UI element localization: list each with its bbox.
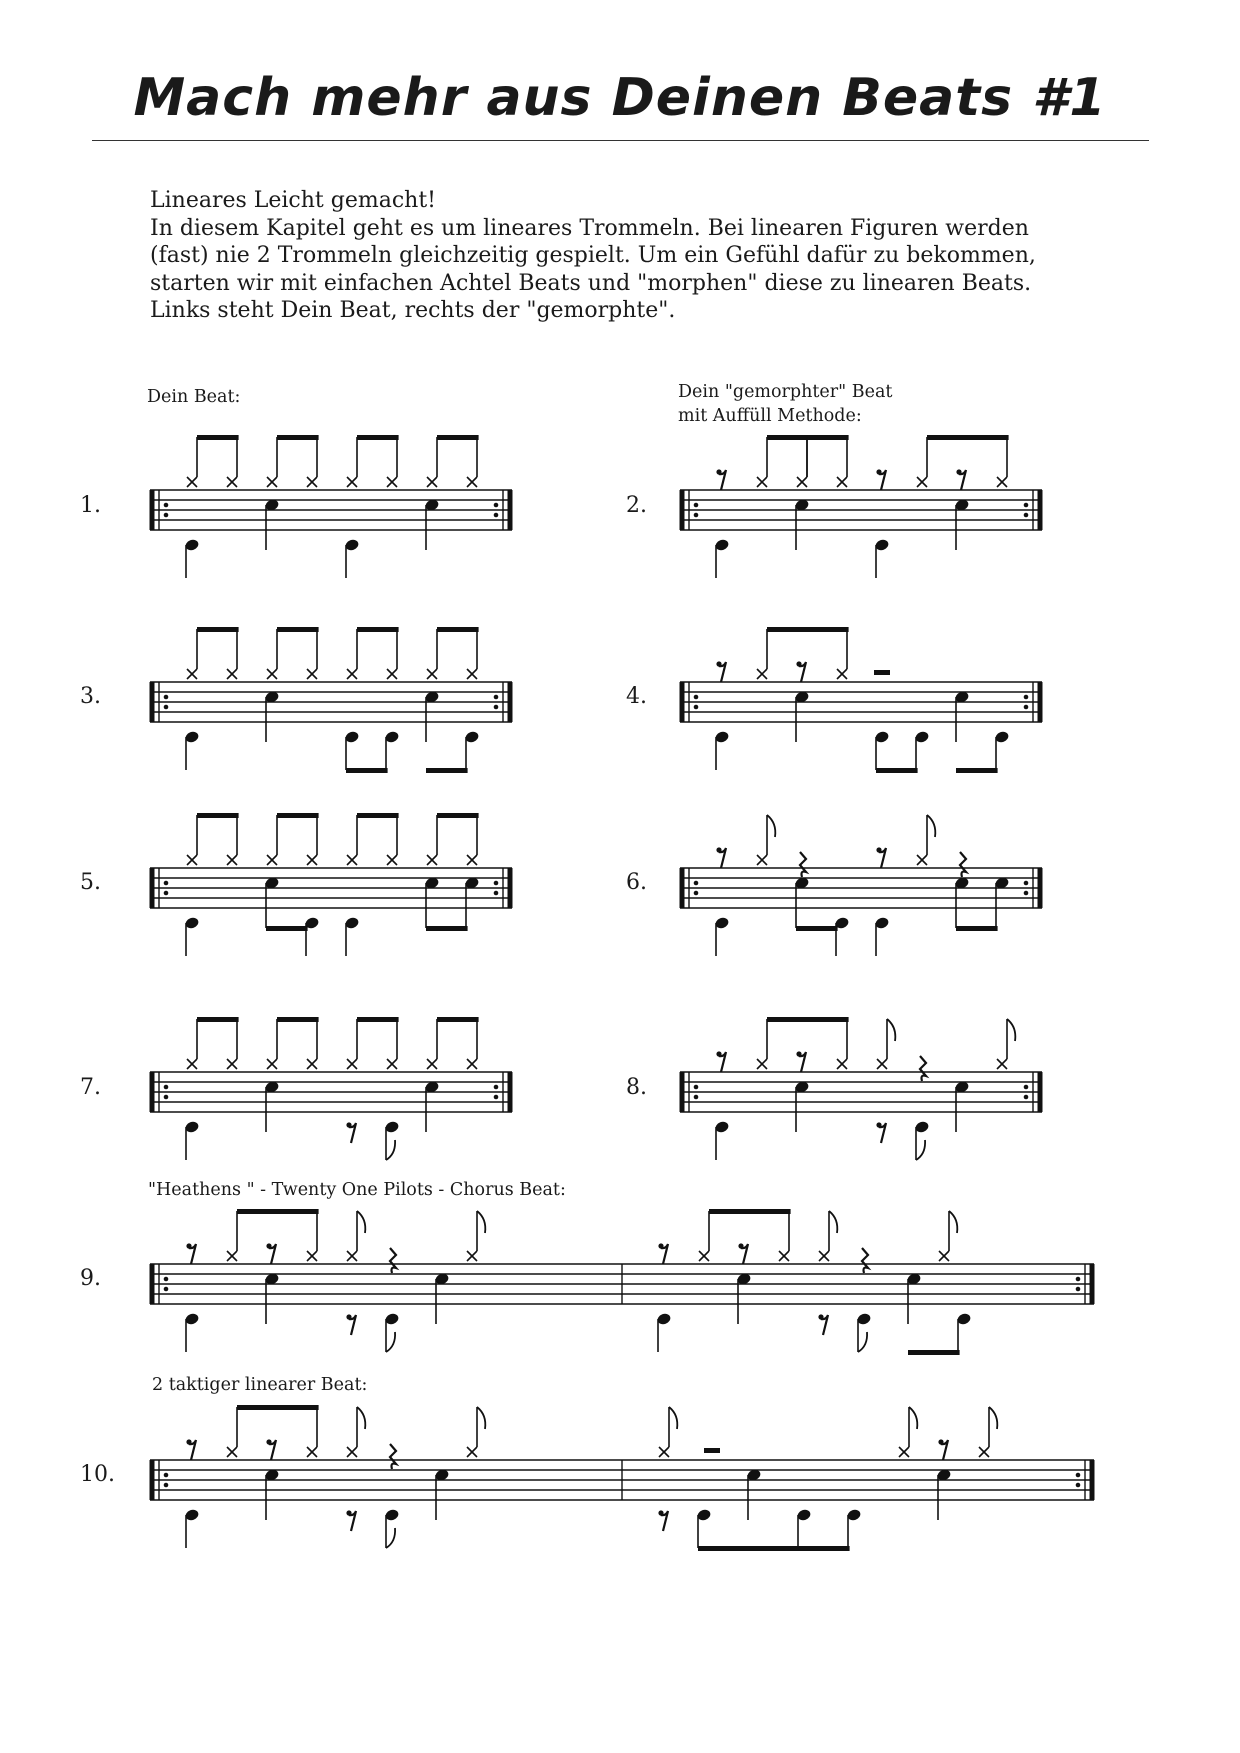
repeat-dot: [1076, 1473, 1081, 1478]
eighth-flag: [1007, 1019, 1015, 1041]
repeat-dot: [1076, 1277, 1081, 1282]
hihat-beam: [437, 813, 479, 818]
kick-beam: [908, 1350, 960, 1355]
hihat-beam: [277, 627, 319, 632]
repeat-dot: [494, 705, 499, 710]
exercise-number: 5.: [80, 870, 101, 895]
hihat-beam: [197, 435, 239, 440]
hihat-beam: [237, 1209, 319, 1214]
repeat-dot: [164, 1277, 169, 1282]
hihat-beam: [767, 1017, 849, 1022]
kick-beam: [426, 768, 468, 773]
eighth-flag: [357, 1407, 365, 1429]
beam: [956, 926, 998, 931]
exercise-number: 3.: [80, 684, 101, 709]
example9-label: "Heathens " - Twenty One Pilots - Chorus Beat:: [148, 1180, 566, 1200]
repeat-dot: [494, 695, 499, 700]
beam: [796, 926, 838, 931]
repeat-dot: [1024, 705, 1029, 710]
eighth-flag: [669, 1407, 677, 1429]
repeat-dot: [164, 881, 169, 886]
exercise-number: 10.: [80, 1462, 115, 1487]
eighth-flag: [927, 815, 935, 837]
drum-staff-2: [680, 440, 1100, 590]
repeat-dot: [494, 1095, 499, 1100]
repeat-dot: [1076, 1483, 1081, 1488]
repeat-dot: [694, 881, 699, 886]
hihat-beam: [197, 1017, 239, 1022]
repeat-dot: [694, 1095, 699, 1100]
repeat-dot: [694, 503, 699, 508]
drum-staff-8: [680, 1022, 1100, 1172]
repeat-dot: [1024, 513, 1029, 518]
intro-line: Lineares Leicht gemacht!: [150, 188, 437, 213]
drum-staff-4: [680, 632, 1100, 782]
page-title: Mach mehr aus Deinen Beats #1: [133, 68, 1107, 128]
repeat-dot: [494, 1085, 499, 1090]
eighth-flag: [477, 1407, 485, 1429]
eighth-flag: [858, 1332, 867, 1352]
drum-staff-6: [680, 818, 1100, 968]
quarter-rest: [960, 852, 966, 877]
repeat-dot: [164, 705, 169, 710]
repeat-dot: [164, 1483, 169, 1488]
title-divider: [92, 140, 1149, 141]
drum-staff-5: [150, 818, 570, 968]
repeat-dot: [494, 891, 499, 896]
quarter-rest: [390, 1248, 396, 1273]
kick-beam: [876, 768, 918, 773]
repeat-dot: [494, 881, 499, 886]
drum-staff-10: [150, 1410, 1100, 1570]
right-column-label-1: Dein "gemorphter" Beat: [678, 382, 893, 402]
quarter-rest: [800, 852, 806, 877]
eighth-flag: [829, 1211, 837, 1233]
repeat-dot: [694, 891, 699, 896]
beam: [426, 926, 468, 931]
exercise-number: 6.: [626, 870, 647, 895]
repeat-dot: [494, 503, 499, 508]
hihat-beam: [767, 627, 849, 632]
hihat-beam: [357, 627, 399, 632]
drum-staff-7: [150, 1022, 570, 1172]
repeat-dot: [494, 513, 499, 518]
repeat-dot: [694, 513, 699, 518]
hihat-beam: [277, 813, 319, 818]
repeat-dot: [164, 891, 169, 896]
kick-beam: [956, 768, 998, 773]
beam: [266, 926, 308, 931]
intro-line: Links steht Dein Beat, rechts der "gemorphte".: [150, 298, 676, 323]
eighth-flag: [386, 1332, 395, 1352]
hihat-beam: [709, 1209, 791, 1214]
drum-staff-9: [150, 1214, 1100, 1364]
repeat-dot: [1076, 1287, 1081, 1292]
repeat-dot: [1024, 881, 1029, 886]
kick-beam: [346, 768, 388, 773]
repeat-dot: [1024, 503, 1029, 508]
eighth-flag: [386, 1140, 395, 1160]
repeat-dot: [164, 513, 169, 518]
eighth-flag: [989, 1407, 997, 1429]
eighth-flag: [887, 1019, 895, 1041]
repeat-dot: [164, 1095, 169, 1100]
intro-line: (fast) nie 2 Trommeln gleichzeitig gespielt. Um ein Gefühl dafür zu bekommen,: [150, 243, 1036, 268]
eighth-flag: [916, 1140, 925, 1160]
repeat-dot: [694, 695, 699, 700]
kick-beam: [698, 1546, 850, 1551]
repeat-dot: [1024, 695, 1029, 700]
hihat-beam: [277, 1017, 319, 1022]
intro-line: starten wir mit einfachen Achtel Beats und "morphen" diese zu linearen Beats.: [150, 270, 1032, 296]
intro-text: [150, 187, 1110, 325]
repeat-dot: [164, 503, 169, 508]
exercise-number: 7.: [80, 1075, 101, 1100]
repeat-dot: [694, 1085, 699, 1090]
hihat-beam: [357, 1017, 399, 1022]
right-column-label-2: mit Auffüll Methode:: [678, 406, 862, 426]
exercise-number: 8.: [626, 1075, 647, 1100]
eighth-flag: [477, 1211, 485, 1233]
eighth-flag: [357, 1211, 365, 1233]
hihat-beam: [197, 813, 239, 818]
half-rest: [874, 670, 890, 675]
drum-staff-3: [150, 632, 570, 782]
repeat-dot: [164, 1287, 169, 1292]
repeat-dot: [1024, 891, 1029, 896]
left-column-label: Dein Beat:: [147, 387, 241, 407]
hihat-beam: [197, 627, 239, 632]
quarter-rest: [390, 1444, 396, 1469]
eighth-flag: [386, 1528, 395, 1548]
exercise-number: 2.: [626, 493, 647, 518]
hihat-beam: [437, 1017, 479, 1022]
eighth-flag: [767, 815, 775, 837]
repeat-dot: [1024, 1095, 1029, 1100]
hihat-beam: [437, 627, 479, 632]
hihat-beam: [437, 435, 479, 440]
exercise-number: 1.: [80, 493, 101, 518]
intro-line: In diesem Kapitel geht es um lineares Trommeln. Bei linearen Figuren werden: [150, 215, 1029, 241]
repeat-dot: [164, 695, 169, 700]
hihat-beam: [277, 435, 319, 440]
drum-staff-1: [150, 440, 570, 590]
half-rest: [704, 1448, 720, 1453]
repeat-dot: [164, 1473, 169, 1478]
exercise-number: 4.: [626, 684, 647, 709]
eighth-flag: [949, 1211, 957, 1233]
example10-label: 2 taktiger linearer Beat:: [152, 1375, 368, 1395]
repeat-dot: [1024, 1085, 1029, 1090]
eighth-flag: [909, 1407, 917, 1429]
hihat-beam: [357, 813, 399, 818]
hihat-beam: [927, 435, 1009, 440]
quarter-rest: [862, 1248, 868, 1273]
hihat-beam: [357, 435, 399, 440]
hihat-beam: [237, 1405, 319, 1410]
quarter-rest: [920, 1056, 926, 1081]
exercise-number: 9.: [80, 1266, 101, 1291]
repeat-dot: [164, 1085, 169, 1090]
repeat-dot: [694, 705, 699, 710]
